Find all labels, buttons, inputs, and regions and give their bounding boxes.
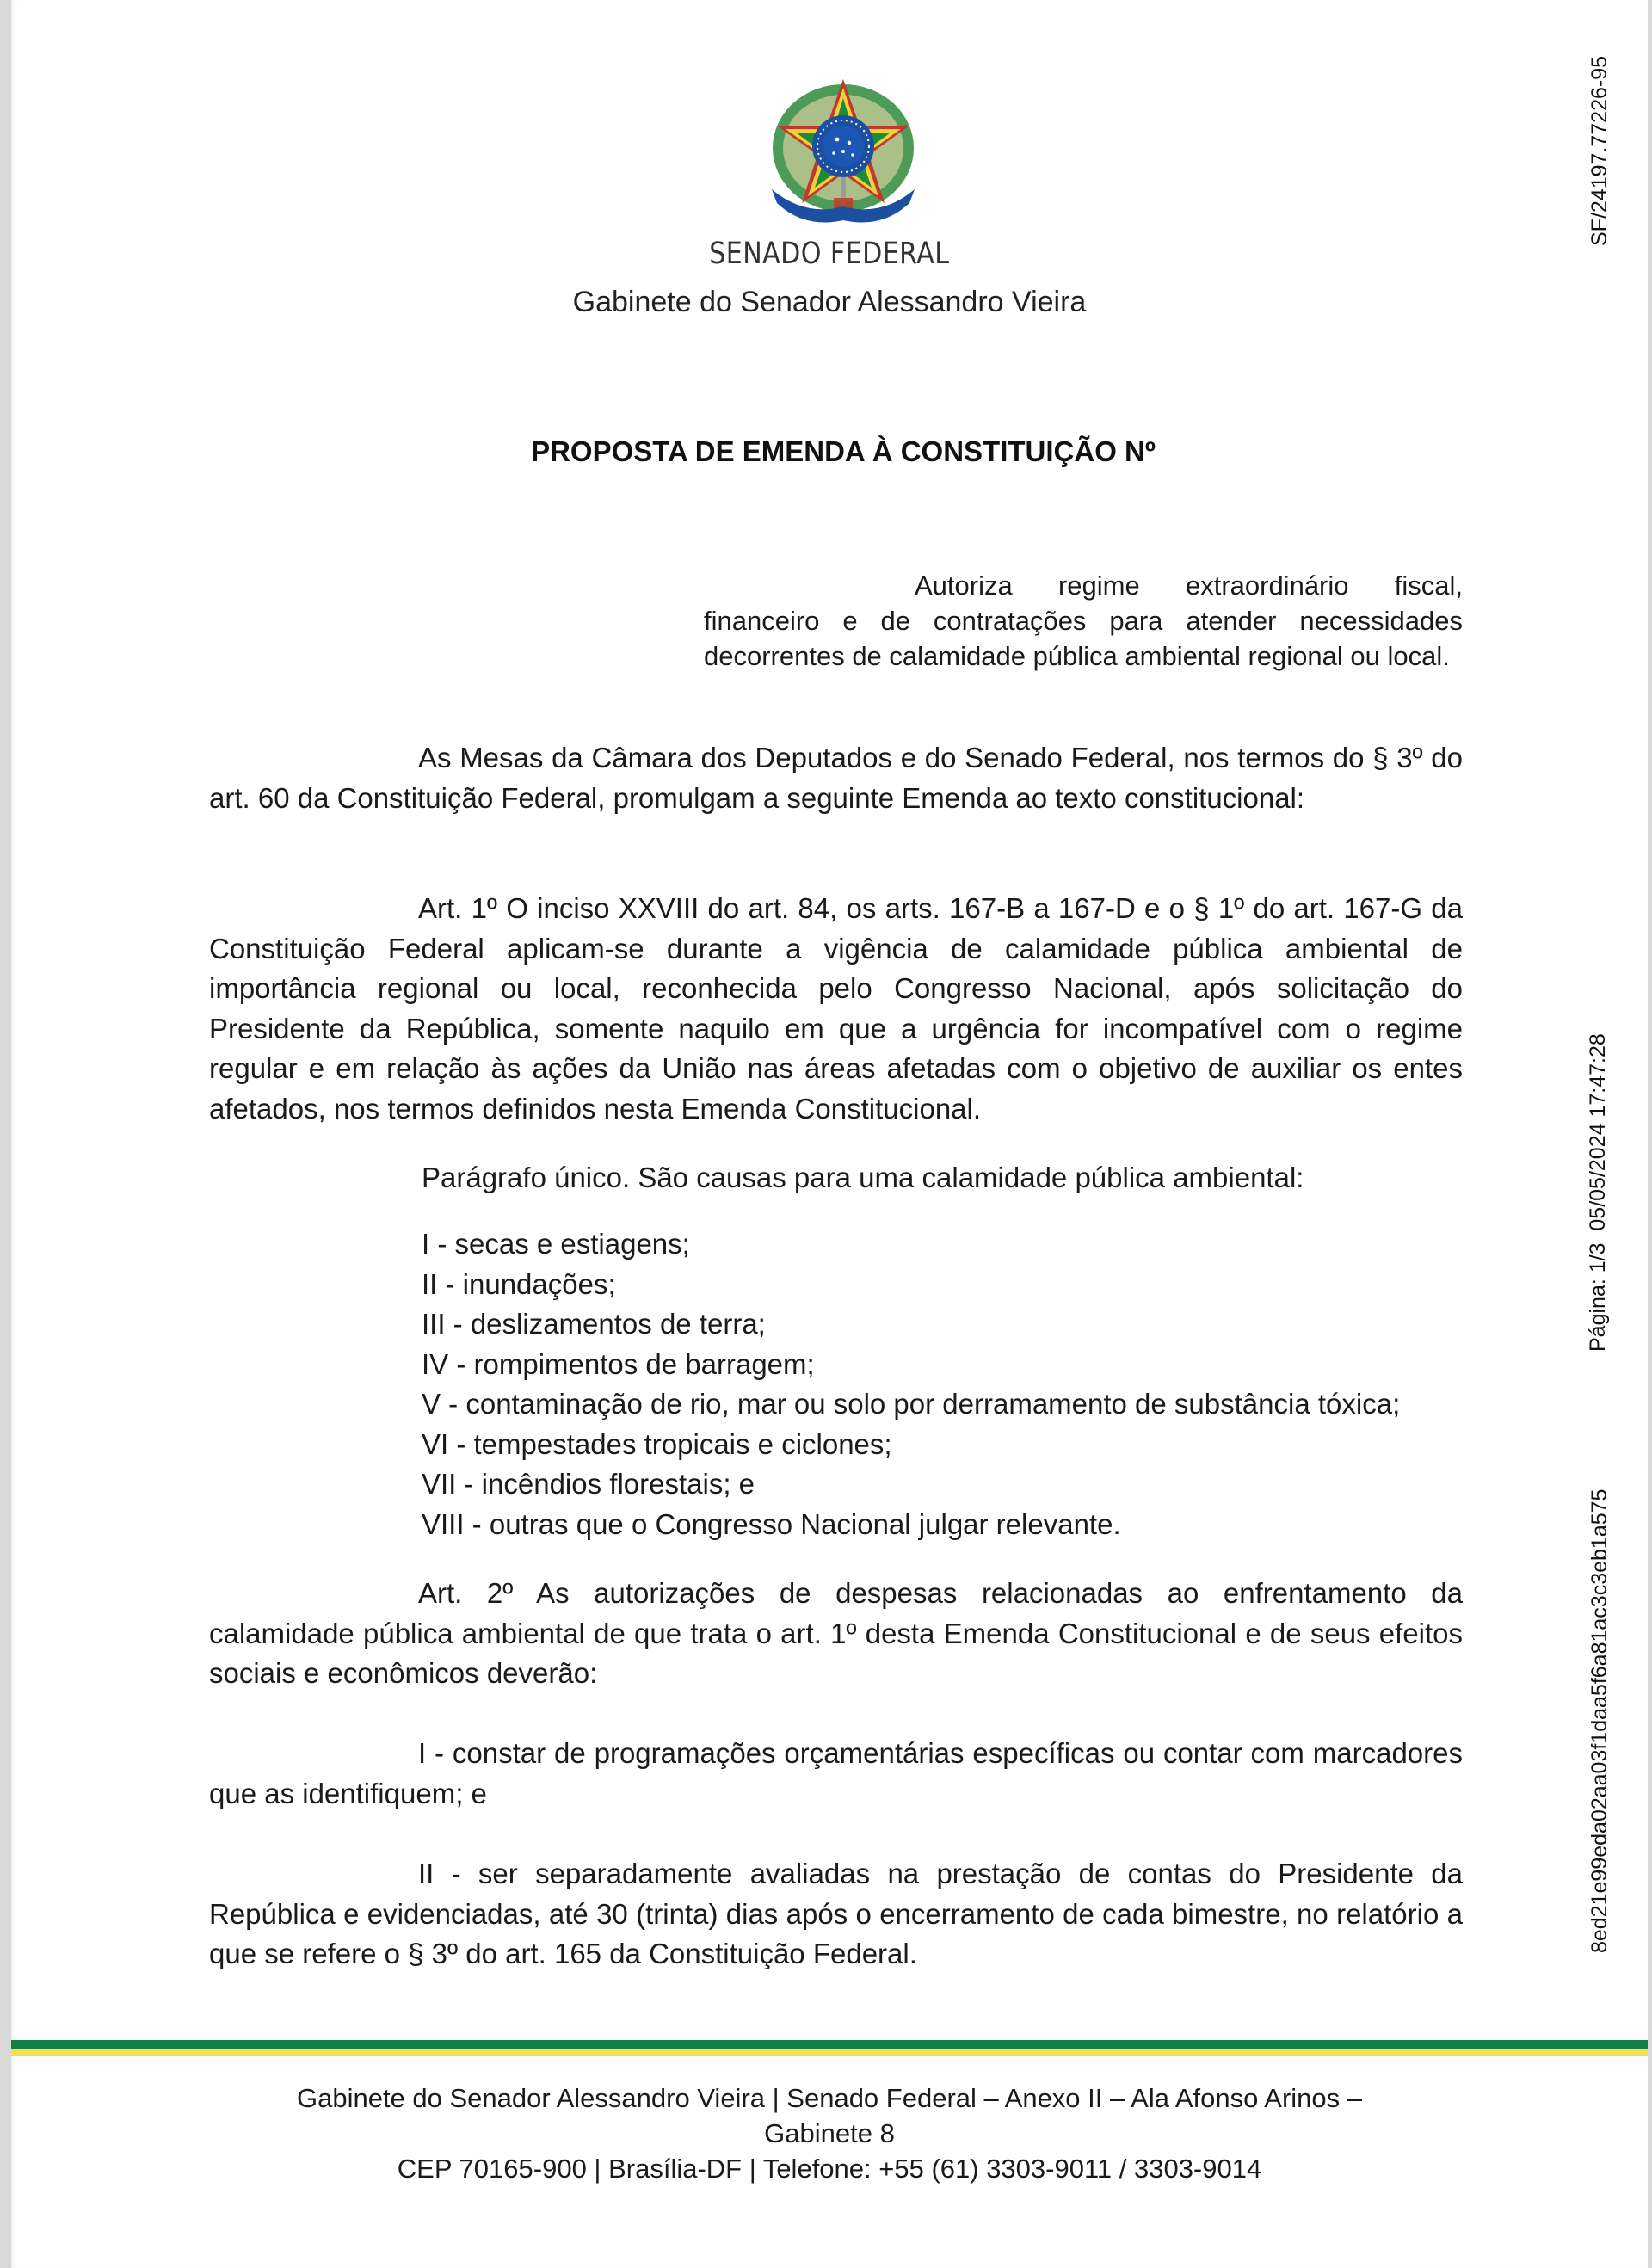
article-2-item-2: II - ser separadamente avaliadas na prestação de contas do Presidente da República e evidenciadas, até 30 (trinta) dias após o encerramento de cada bimestre, no relatório a que se refere o § 3º do art. 165 da Constituição Federal.: [209, 1858, 1463, 1969]
document-code: SF/24197.77226-95: [1587, 55, 1612, 246]
article-2: Art. 2º As autorizações de despesas relacionadas ao enfrentamento da calamidade pública ambiental de que trata o art. 1º desta Emenda Constitucional e de seus efeitos sociais e econômicos deverão:: [209, 1577, 1463, 1689]
footer-line-2: Gabinete 8: [764, 2118, 895, 2148]
article-1-paragraph: Parágrafo único. São causas para uma calamidade pública ambiental:: [422, 1162, 1304, 1193]
document-title: PROPOSTA DE EMENDA À CONSTITUIÇÃO Nº: [531, 435, 1156, 467]
institution-name: SENADO FEDERAL: [709, 237, 950, 271]
page-info: Página: 1/3 05/05/2024 17:47:28: [1586, 1033, 1610, 1352]
list-item: I - secas e estiagens;: [422, 1228, 690, 1260]
list-item: III - deslizamentos de terra;: [422, 1308, 766, 1340]
office-name: Gabinete do Senador Alessandro Vieira: [572, 286, 1087, 318]
article-1-items: [422, 1224, 1489, 1544]
preamble: As Mesas da Câmara dos Deputados e do Senado Federal, nos termos do § 3º do art. 60 da Constituição Federal, promulgam a seguinte Emenda ao texto constitucional:: [209, 742, 1463, 814]
ementa-first-line: Autoriza regime extraordinário fiscal,: [915, 570, 1463, 601]
list-item: V - contaminação de rio, mar ou solo por derramamento de substância tóxica;: [422, 1388, 1401, 1420]
footer-line-3: CEP 70165-900 | Brasília-DF | Telefone: +55 (61) 3303-9011 / 3303-9014: [397, 2154, 1262, 2184]
ementa-rest: financeiro e de contratações para atender necessidades decorrentes de calamidade pública ambiental regional ou local.: [704, 606, 1463, 671]
list-item: VII - incêndios florestais; e: [422, 1468, 755, 1500]
footer-stripe-yellow: [11, 2049, 1648, 2056]
footer-line-1: Gabinete do Senador Alessandro Vieira | Senado Federal – Anexo II – Ala Afonso Arinos –: [296, 2083, 1362, 2113]
footer-stripe-green: [11, 2040, 1648, 2049]
list-item: IV - rompimentos de barragem;: [422, 1347, 815, 1380]
document-page: [11, 0, 1648, 2268]
ementa: [704, 568, 1463, 674]
list-item: II - inundações;: [422, 1267, 616, 1300]
document-hash: 8ed21e99eda02aa03f1daa5f6a81ac3c3eb1a575: [1587, 1488, 1612, 1953]
list-item: VI - tempestades tropicais e ciclones;: [422, 1427, 892, 1460]
article-2-item-1: I - constar de programações orçamentárias específicas ou contar com marcadores que as identifiquem; e: [209, 1737, 1463, 1809]
coat-of-arms-icon: [761, 69, 925, 232]
list-item: VIII - outras que o Congresso Nacional julgar relevante.: [422, 1507, 1121, 1540]
article-1: Art. 1º O inciso XXVIII do art. 84, os arts. 167-B a 167-D e o § 1º do art. 167-G da Constituição Federal aplicam-se durante a vigência de calamidade pública ambiental de importância regional ou local, reconhecida pelo Congresso Nacional, após solicitação do Presidente da República, somente naquilo em que a urgência for incompatível com o regime regular e em relação às ações da União nas áreas afetadas com o objetivo de auxiliar os entes afetados, nos termos definidos nesta Emenda Constitucional.: [209, 892, 1463, 1125]
